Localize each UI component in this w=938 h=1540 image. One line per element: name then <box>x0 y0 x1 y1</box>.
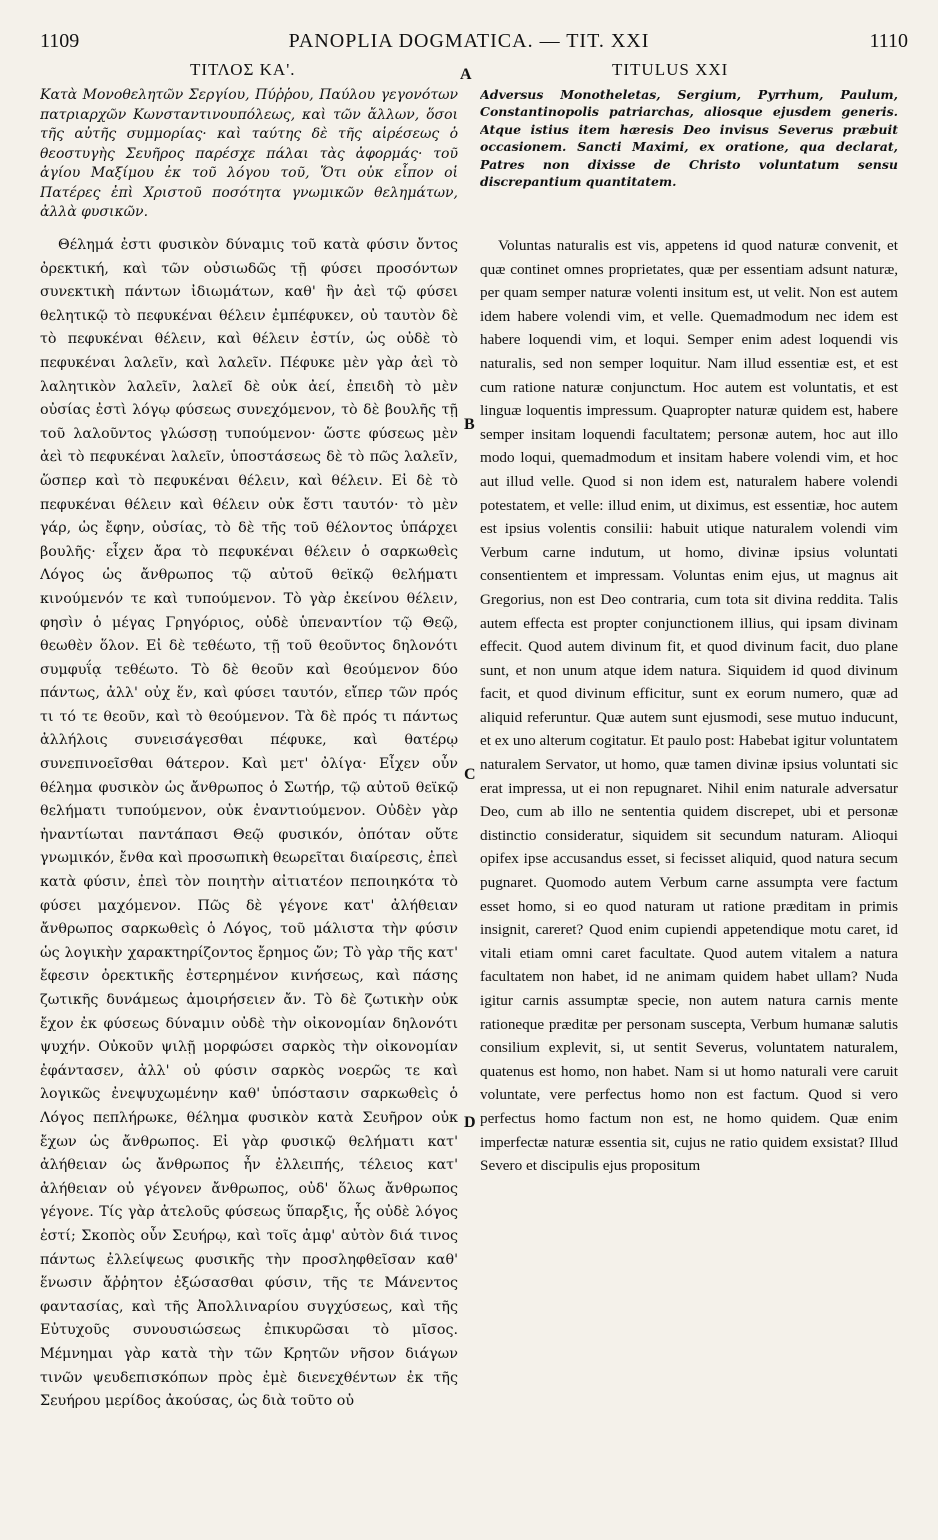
greek-title: ΤΙΤΛΟΣ ΚΑ'. <box>190 60 296 79</box>
latin-summary: Adversus Monotheletas, Sergium, Pyrrhum, Paulum, Constantinopolis patriarchas, aliosque ejusdem generis. Atque istius item hæresis Deo invisus Severus præbuit occasionem. Sancti Maximi, ex oratione, qua declarat, Patres non dixisse de Christo voluntatum sensu discrepantium quantitatem. <box>480 87 898 190</box>
latin-body <box>480 234 898 1524</box>
margin-marker-b: B <box>464 416 475 433</box>
greek-summary: Κατὰ Μονοθελητῶν Σεργίου, Πύῤῥου, Παύλου γεγονότων πατριαρχῶν Κωνσταντινουπόλεως, καὶ τῶν ἄλλων, ὅσοι τῆς αὐτῆς συμμορίας· καὶ ταύτης δὲ τῆς αἱρέσεως ὁ θεοστυγὴς Σευῆρος παρέσχε πάλαι τὰς ἀφορμάς· τοῦ ἁγίου Μαξίμου ἐκ τοῦ λόγου τοῦ, Ὅτι οὐκ εἶπον οἱ Πατέρες ἐπὶ Χριστοῦ ποσότητα γνωμικῶν θελημάτων, ἀλλὰ φυσικῶν. <box>40 87 458 220</box>
running-title: PANOPLIA DOGMATICA. — TIT. XXI <box>288 30 650 52</box>
page-number-right: 1110 <box>869 30 908 52</box>
margin-marker-a: A <box>460 66 472 83</box>
greek-body-paragraph: Θέλημά ἐστι φυσικὸν δύναμις τοῦ κατὰ φύσιν ὄντος ὀρεκτική, καὶ τῶν οὐσιωδῶς τῇ φύσει προσόντων συνεκτικὴ πάντων ἰδιωμάτων, καθ' ἣν ἀεὶ τῷ φύσει θελητικῷ τὸ πεφυκέναι θέλειν ἐμπέφυκεν, οὐ ταυτὸν δὲ τὸ πεφυκέναι θέλειν, καὶ θέλειν ἐστίν, ὡς οὐδὲ τὸ πεφυκέναι λαλεῖν, καὶ λαλεῖν. Πέφυκε μὲν γὰρ ἀεὶ τὸ λαλητικὸν λαλεῖν, λαλεῖ δὲ οὐκ ἀεί, ἐπειδὴ τὸ μὲν οὐσίας ἐστὶ λόγῳ φύσεως συνεχόμενον, τὸ δὲ βουλῆς τῇ τοῦ λαλοῦντος γλώσσῃ τυπούμενον· ὥστε φύσεως μὲν ἀεὶ τὸ πεφυκέναι λαλεῖν, ὑποστάσεως δὲ τὸ πῶς λαλεῖν, ὥσπερ καὶ τὸ πεφυκέναι θέλειν, καὶ θέλειν. Εἰ δὲ τὸ πεφυκέναι θέλειν καὶ θέλειν οὐκ ἔστι ταυτόν· τὸ μὲν γάρ, ὡς ἔφην, οὐσίας, τὸ δὲ τῆς τοῦ θέλοντος ὑπάρχει βουλῆς· εἶχεν ἄρα τὸ πεφυκέναι θέλειν ὁ σαρκωθεὶς Λόγος ὡς ἄνθρωπος τῷ αὐτοῦ θεϊκῷ θελήματι κινούμενόν τε καὶ τυπούμενον. Τὸ γὰρ ἐκείνου θέλειν, φησὶν ὁ μέγας Γρηγόριος, οὐδὲ ὑπεναντίον τῷ Θεῷ, θεωθὲν ὅλον. Εἰ δὲ τεθέωτο, τῇ τοῦ θεοῦντος δηλονότι συμφυΐᾳ τεθέωτο. Τὸ δὲ θεοῦν καὶ θεούμενον δύο πάντως, ἀλλ' οὐχ ἕν, καὶ φύσει ταυτόν, εἴπερ τῶν πρός τι τό τε θεοῦν, καὶ τὸ θεούμενον. Τὰ δὲ πρός τι πάντως ἀλλήλοις συνεισάγεσθαι πέφυκε, καὶ θατέρῳ συνεπινοεῖσθαι θάτερον. Καὶ μετ' ὀλίγα· Εἶχεν οὖν θέλημα φυσικὸν ὡς ἄνθρωπος ὁ Σωτήρ, τῷ αὐτοῦ θεϊκῷ θελήματι τυπούμενον, οὐκ ἐναντιούμενον. Οὐδὲν γὰρ ἠναντίωται παντάπασι Θεῷ φυσικόν, ὁπόταν οὔτε γνωμικόν, ἔνθα καὶ προσωπικὴ θεωρεῖται διαίρεσις, ἐπεὶ κατὰ φύσιν, ἐπεὶ τὸν ποιητὴν αἰτιατέον πεποιηκότα τὸ φύσει μαχόμενον. Πῶς δὲ γέγονε κατ' ἀλήθειαν ἄνθρωπος σαρκωθεὶς ὁ Λόγος, τοῦ μάλιστα τὴν φύσιν ὡς λογικὴν χαρακτηρίζοντος ἔρημος ὤν; Τὸ γὰρ τῆς κατ' ἔφεσιν ὀρεκτικῆς ἐστερημένον κινήσεως, καὶ πάσης ζωτικῆς δυνάμεως ἀμοιρήσειεν ἄν. Τὸ δὲ ζωτικὴν οὐκ ἔχον ἐκ φύσεως δύναμιν οὐδὲ τὴν οἰκονομίαν δηλονότι ψυχήν. Οὐκοῦν ψιλῇ μορφώσει σαρκὸς τὴν οἰκονομίαν ἐφάντασεν, ἀλλ' οὐ φύσιν σαρκὸς νοερῶς τε καὶ λογικῶς ἐνεψυχωμένην καθ' ὑπόστασιν σαρκωθεὶς ὁ Λόγος πεπλήρωκε, θέλημα φυσικὸν κατὰ Σευῆρον οὐκ ἔχων ὡς ἄνθρωπος. Εἰ γὰρ φυσικῷ θελήματι κατ' ἀλήθειαν ὡς ἄνθρωπος ἦν ἐλλειπής, τέλειος κατ' ἀλήθειαν οὐ γέγονεν ἄνθρωπος, οὐδ' ὅλως ἄνθρωπος γέγονε. Τίς γὰρ ἀτελοῦς φύσεως ὕπαρξις, ἧς οὐδὲ λόγος ἐστί; Σκοπὸς οὖν Σευήρῳ, καὶ τοῖς ἀμφ' αὐτὸν διά τινος πάντως ἐλλείψεως φυσικῆς τὴν προσληφθεῖσαν καθ' ἕνωσιν ἄῤῥητον ἐξώσασθαι φύσιν, τῆς τε Μάνεντος φαντασίας, καὶ τῆς Ἀπολλιναρίου συγχύσεως, καὶ τῆς Εὐτυχοῦς συνουσιώσεως ἐπικυρῶσαι τὸ μῖσος. Μέμνημαι γὰρ κατὰ τὴν τῶν Κρητῶν νῆσον διάγων τινῶν ψευδεπισκόπων πρὸς ἐμὲ διενεχθέντων ἐκ τῆς Σευήρου μερίδος ἀκούσας, ὡς διὰ τοῦτο οὐ <box>40 237 458 1410</box>
greek-body <box>40 234 458 1524</box>
running-head <box>0 30 938 54</box>
latin-title: TITULUS XXI <box>612 60 729 79</box>
latin-body-paragraph: Voluntas naturalis est vis, appetens id quod naturæ convenit, et quæ continet omnes proprietates, quæ per essentiam adsunt naturæ, per quam semper naturæ volenti insitum est, ut velit. Non est autem idem habere volendi vim, et velle. Quemadmodum nec idem est habere loquendi vim, et loqui. Semper enim adest loquendi vis naturalis, sed non semper loquitur. Nam illud essentiæ est, et est cum ratione naturæ conjunctum. Hoc autem est voluntatis, et est linguæ loquentis impressum. Quapropter naturæ quidem est, habere semper insitam loquendi facultatem; personæ autem, hoc aut illo modo loqui, quemadmodum et insitam habere volendi vim, et hoc aut illud velle. Quod si non idem est, naturalem habere volendi potestatem, et velle: illud enim, ut diximus, est essentiæ, hoc autem est ipsius volentis consilii: habuit utique naturalem volendi vim Verbum carne indutum, ut homo, divinæ ipsius voluntati consentientem et impressam. Voluntas enim ejus, ut magnus ait Gregorius, non est Deo contraria, cum tota sit divina reddita. Talis autem effecta est propter conjunctionem illius, qui ipsam divinam effecit. Quod autem divinum fit, et quod divinum facit, duo plane sunt, et non unum atque idem natura. Siquidem id quod divinum facit, et quod divinum efficitur, sunt ex eorum numero, quæ ad aliquid referuntur. Quæ autem sunt ejusmodi, sese mutuo inducunt, et ex uno alterum cogitatur. Et paulo post: Habebat igitur voluntatem naturalem Servator, ut homo, quæ tamen divinæ ipsius voluntati sic erat impressa, ut ei non repugnaret. Nihil enim naturale adversatur Deo, cum ab illo ne sententia quidem discrepet, ubi et personæ distinctio consideratur, siquidem sit secundum naturam. Alioqui opifex ipse accusandus esset, si fecisset aliquid, quod natura secum pugnaret. Quomodo autem Verbum carne assumpta vere factum esset homo, si eo quod naturam ut ratione præditam in primis insignit, careret? Quod enim cupiendi appetendique motu caret, id vitali etiam omni caret facultate. Quod autem vitalem a natura facultatem non habet, id ne animam quidem habet ullam? Nuda igitur carnis assumptæ specie, non autem natura carnis mente rationeque præditæ per personam suscepta, Verbum humanæ salutis consilium explevit, si, ut sentit Severus, voluntatem naturalem, quatenus est homo, non habet. Nam si ut homo naturali vere caruit voluntate, vere perfectus homo non est factum. Quod si vero perfectus homo factum non est, ne homo quidem. Quæ enim imperfectæ naturæ essentia sit, cujus ne ratio quidem exsistat? Illud Severo et discipulis ejus propositum <box>480 237 898 1175</box>
page-number-left: 1109 <box>40 30 80 52</box>
margin-marker-d: D <box>464 1114 476 1131</box>
margin-marker-c: C <box>464 766 476 783</box>
